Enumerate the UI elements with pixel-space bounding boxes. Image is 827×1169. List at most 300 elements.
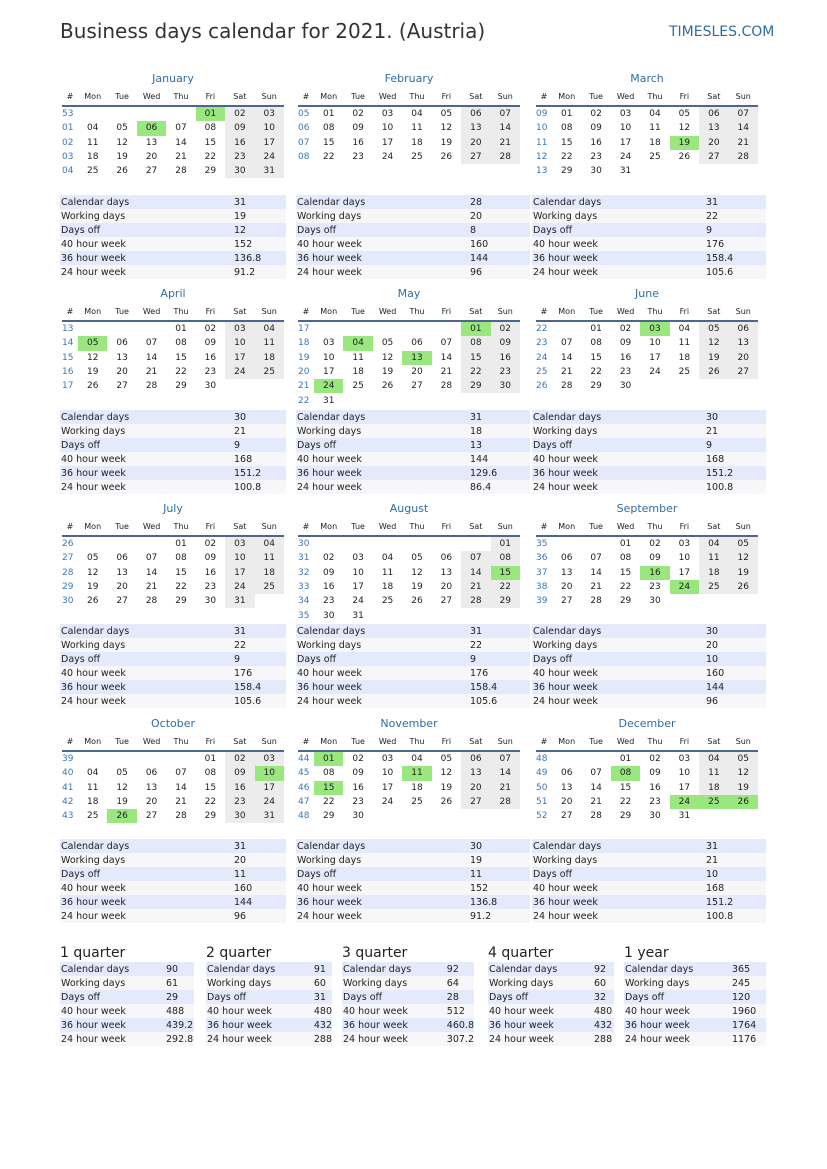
stat-label: 24 hour week: [296, 480, 469, 494]
weekday-header: #: [536, 88, 552, 106]
quarter-title: 3 quarter: [342, 945, 408, 961]
stats-row: [60, 265, 286, 279]
day-cell: 22: [204, 797, 217, 808]
week-number: 45: [298, 768, 310, 779]
stat-value: 151.2: [705, 895, 766, 909]
day-cell: 10: [678, 768, 691, 779]
week-row: [62, 594, 284, 608]
quarter-title: 4 quarter: [488, 945, 554, 961]
day-cell: 17: [678, 567, 691, 578]
weekday-header: Sat: [699, 88, 728, 106]
weekday-header: Tue: [581, 518, 610, 536]
day-cell: 26: [729, 795, 758, 809]
week-row: [536, 566, 758, 580]
month-stats-march: [532, 195, 766, 279]
day-cell: 31: [352, 610, 364, 621]
month-december: [536, 717, 758, 823]
stats-row: [60, 223, 286, 237]
stat-label: Days off: [60, 652, 233, 666]
weekday-header: Mon: [552, 518, 581, 536]
day-cell: 27: [116, 381, 128, 392]
day-cell: 29: [204, 811, 217, 822]
day-cell: 23: [204, 367, 217, 378]
stat-value: 100.8: [705, 909, 766, 923]
stats-row: [532, 209, 766, 223]
week-row: [62, 136, 284, 150]
day-cell: 30: [491, 379, 520, 393]
day-cell: 04: [343, 336, 372, 350]
stats-row: [342, 962, 474, 976]
stat-label: 36 hour week: [624, 1018, 731, 1032]
day-cell: 07: [491, 106, 520, 121]
day-cell: [461, 608, 490, 622]
stats-row: [532, 895, 766, 909]
day-cell: 02: [204, 539, 217, 550]
week-number: 28: [62, 567, 74, 578]
stat-value: 129.6: [469, 466, 530, 480]
weekday-header: #: [298, 733, 314, 751]
day-cell: 03: [225, 536, 254, 551]
day-cell: 15: [322, 137, 335, 148]
week-number: 39: [62, 754, 74, 765]
stats-row: [60, 680, 286, 694]
stat-label: 24 hour week: [296, 694, 469, 708]
week-number: 22: [298, 395, 310, 406]
day-cell: 11: [411, 123, 423, 134]
day-cell: 24: [255, 150, 284, 164]
stat-label: Calendar days: [532, 410, 705, 424]
stat-value: 1764: [731, 1018, 766, 1032]
day-cell: 15: [590, 352, 602, 363]
stat-label: 24 hour week: [532, 480, 705, 494]
weekday-header: Wed: [373, 88, 402, 106]
day-cell: 08: [322, 123, 335, 134]
day-cell: 12: [411, 567, 423, 578]
stat-label: 24 hour week: [60, 265, 233, 279]
day-cell: 06: [440, 553, 453, 564]
stats-row: [532, 195, 766, 209]
day-cell: 02: [322, 553, 335, 564]
stats-row: [488, 990, 614, 1004]
day-cell: 10: [381, 768, 394, 779]
day-cell: [166, 751, 195, 766]
stat-label: Working days: [296, 209, 469, 223]
week-row: [62, 536, 284, 551]
month-stats-july: [60, 624, 286, 708]
stats-row: [296, 410, 530, 424]
month-calendar-table: [298, 518, 520, 623]
weekday-header: Tue: [343, 518, 372, 536]
stat-label: 24 hour week: [296, 909, 469, 923]
stat-value: 96: [233, 909, 286, 923]
day-cell: 28: [560, 381, 573, 392]
stats-row: [206, 976, 332, 990]
month-name: January: [152, 72, 194, 85]
week-row: [298, 121, 520, 135]
stat-value: 20: [705, 638, 766, 652]
day-cell: 24: [649, 367, 661, 378]
stats-row: [60, 438, 286, 452]
week-row: [298, 751, 520, 766]
day-cell: 07: [729, 106, 758, 121]
day-cell: 27: [729, 365, 758, 379]
day-cell: 07: [175, 123, 187, 134]
day-cell: 28: [440, 381, 453, 392]
weekday-header: Sun: [491, 303, 520, 321]
day-cell: 17: [255, 781, 284, 795]
day-cell: 31: [255, 164, 284, 178]
stat-value: 11: [469, 867, 530, 881]
stat-label: Days off: [532, 867, 705, 881]
stat-label: 40 hour week: [60, 452, 233, 466]
day-cell: 31: [225, 594, 254, 608]
stat-label: 36 hour week: [488, 1018, 593, 1032]
stats-row: [206, 1018, 332, 1032]
week-row: [62, 751, 284, 766]
day-cell: 29: [560, 166, 573, 177]
stats-row: [532, 652, 766, 666]
week-number: 42: [62, 797, 74, 808]
weekday-header: Wed: [137, 518, 166, 536]
day-cell: 19: [381, 367, 394, 378]
day-cell: 29: [619, 596, 632, 607]
day-cell: 09: [204, 338, 217, 349]
stat-value: 158.4: [469, 680, 530, 694]
quarter-summary: [624, 945, 766, 1046]
stat-value: 31: [233, 195, 286, 209]
week-number: 23: [536, 338, 548, 349]
stat-label: Days off: [296, 867, 469, 881]
day-cell: 17: [381, 782, 394, 793]
day-cell: 18: [255, 351, 284, 365]
quarter-stats-table: [624, 962, 766, 1046]
stats-row: [206, 990, 332, 1004]
stat-value: 96: [469, 265, 530, 279]
stat-label: Calendar days: [532, 624, 705, 638]
day-cell: 20: [145, 152, 158, 163]
weekday-header: Sat: [699, 518, 728, 536]
stat-value: 460.8: [446, 1019, 474, 1031]
day-cell: 06: [560, 768, 573, 779]
day-cell: 07: [491, 751, 520, 766]
day-cell: 29: [461, 379, 490, 393]
weekday-header: Sat: [225, 303, 254, 321]
week-number: 04: [62, 166, 74, 177]
day-cell: 06: [461, 751, 490, 766]
stats-row: [342, 1004, 474, 1018]
stat-value: 432: [594, 1019, 613, 1031]
day-cell: 20: [560, 797, 573, 808]
stats-row: [60, 209, 286, 223]
stat-label: 24 hour week: [532, 694, 705, 708]
week-number: 33: [298, 582, 310, 593]
quarter-stats-table: [488, 962, 614, 1046]
weekday-header: Wed: [373, 303, 402, 321]
day-cell: [699, 594, 728, 608]
day-cell: [670, 594, 699, 608]
day-cell: 29: [590, 381, 602, 392]
day-cell: 23: [225, 795, 254, 809]
day-cell: 22: [590, 367, 602, 378]
day-cell: 03: [619, 109, 632, 120]
stat-label: 36 hour week: [296, 251, 469, 265]
day-cell: 10: [381, 123, 394, 134]
stats-row: [60, 424, 286, 438]
week-number: 11: [536, 137, 548, 148]
week-number: 43: [62, 811, 74, 822]
stat-value: 31: [705, 839, 766, 853]
weekday-header: #: [62, 303, 78, 321]
quarter-stats-table: [206, 962, 332, 1046]
day-cell: 22: [560, 152, 573, 163]
day-cell: 01: [175, 324, 187, 335]
week-row: [536, 781, 758, 795]
stat-label: 40 hour week: [342, 1004, 446, 1018]
stats-row: [60, 895, 286, 909]
day-cell: 07: [440, 338, 453, 349]
stat-label: 36 hour week: [532, 680, 705, 694]
day-cell: 09: [322, 567, 335, 578]
day-cell: 25: [411, 797, 423, 808]
stat-label: Working days: [296, 853, 469, 867]
page-title: Business days calendar for 2021. (Austria): [60, 19, 486, 43]
day-cell: 23: [649, 582, 661, 593]
day-cell: 03: [322, 338, 335, 349]
weekday-header-row: [536, 303, 758, 321]
day-cell: 17: [381, 137, 394, 148]
day-cell: 23: [204, 582, 217, 593]
day-cell: 09: [649, 768, 661, 779]
weekday-header: Fri: [196, 733, 225, 751]
stat-value: 92: [446, 962, 474, 976]
week-row: [62, 336, 284, 350]
weekday-header: #: [62, 733, 78, 751]
day-cell: 02: [649, 539, 661, 550]
weekday-header-row: [298, 88, 520, 106]
weekday-header-row: [298, 733, 520, 751]
day-cell: 07: [560, 338, 573, 349]
week-number: 35: [298, 610, 310, 621]
stat-value: 168: [233, 452, 286, 466]
day-cell: 19: [116, 797, 128, 808]
day-cell: 29: [175, 596, 187, 607]
day-cell: 02: [225, 751, 254, 766]
day-cell: 09: [590, 123, 602, 134]
stats-row: [296, 265, 530, 279]
day-cell: 05: [440, 109, 453, 120]
stat-label: Working days: [60, 853, 233, 867]
stat-value: 176: [705, 237, 766, 251]
day-cell: 28: [145, 596, 158, 607]
week-row: [62, 351, 284, 365]
stats-row: [488, 1032, 614, 1046]
day-cell: 05: [86, 553, 99, 564]
day-cell: 17: [225, 351, 254, 365]
week-number: 17: [62, 381, 74, 392]
day-cell: 01: [619, 754, 632, 765]
day-cell: 22: [619, 582, 632, 593]
weekday-header: Wed: [611, 88, 640, 106]
weekday-header: Wed: [373, 733, 402, 751]
month-june: [536, 287, 758, 393]
stat-value: 9: [469, 652, 530, 666]
stat-value: 60: [313, 976, 332, 990]
week-row: [536, 106, 758, 121]
day-cell: 21: [145, 367, 158, 378]
stat-label: Calendar days: [342, 962, 446, 976]
day-cell: 12: [729, 551, 758, 565]
day-cell: 18: [649, 137, 661, 148]
stat-value: 91: [313, 962, 332, 976]
stat-label: 24 hour week: [488, 1032, 593, 1046]
day-cell: 08: [461, 336, 490, 350]
day-cell: 16: [491, 351, 520, 365]
weekday-header: #: [536, 303, 552, 321]
week-row: [62, 150, 284, 164]
stat-label: 24 hour week: [532, 909, 705, 923]
stat-label: 40 hour week: [624, 1004, 731, 1018]
day-cell: 25: [255, 365, 284, 379]
month-calendar-table: [298, 88, 520, 164]
day-cell: 07: [175, 768, 187, 779]
day-cell: 30: [619, 381, 632, 392]
month-name: August: [389, 502, 429, 515]
stat-label: Days off: [488, 990, 593, 1004]
month-stats-june: [532, 410, 766, 494]
week-row: [298, 379, 520, 393]
month-stats-january: [60, 195, 286, 279]
stat-value: 30: [469, 839, 530, 853]
week-number: 29: [62, 582, 74, 593]
day-cell: [137, 106, 166, 121]
stats-row: [296, 223, 530, 237]
stat-value: 152: [233, 237, 286, 251]
stats-row: [624, 990, 766, 1004]
day-cell: 09: [225, 121, 254, 135]
stat-label: 36 hour week: [296, 895, 469, 909]
day-cell: 29: [619, 811, 632, 822]
day-cell: 30: [352, 811, 364, 822]
day-cell: 01: [619, 539, 632, 550]
week-number: 05: [298, 109, 310, 120]
day-cell: 15: [314, 781, 343, 795]
stats-row: [60, 881, 286, 895]
stat-value: 91.2: [233, 265, 286, 279]
quarter-title: 2 quarter: [206, 945, 272, 961]
stats-row: [624, 976, 766, 990]
stat-value: 152: [469, 881, 530, 895]
day-cell: 10: [225, 551, 254, 565]
day-cell: 10: [352, 567, 364, 578]
week-row: [298, 136, 520, 150]
weekday-header: Fri: [670, 518, 699, 536]
stats-row: [624, 962, 766, 976]
day-cell: 19: [86, 582, 99, 593]
stat-label: 24 hour week: [60, 480, 233, 494]
day-cell: 22: [175, 367, 187, 378]
weekday-header: Sun: [729, 733, 758, 751]
week-number: 31: [298, 553, 310, 564]
month-stats-december: [532, 839, 766, 923]
week-number: 20: [298, 367, 310, 378]
day-cell: [107, 321, 136, 336]
week-number: 03: [62, 152, 74, 163]
day-cell: 21: [175, 797, 187, 808]
stat-label: Calendar days: [60, 410, 233, 424]
stats-row: [60, 962, 194, 976]
stat-label: Working days: [60, 976, 165, 990]
week-number: 30: [298, 539, 310, 550]
weekday-header: Sun: [255, 518, 284, 536]
day-cell: 21: [590, 582, 602, 593]
stats-row: [60, 410, 286, 424]
stats-row: [532, 424, 766, 438]
stats-row: [532, 867, 766, 881]
day-cell: 06: [729, 321, 758, 336]
month-september: [536, 502, 758, 608]
stat-value: 105.6: [705, 265, 766, 279]
weekday-header: Wed: [137, 733, 166, 751]
stat-value: 21: [705, 424, 766, 438]
stats-row: [488, 1004, 614, 1018]
day-cell: 22: [322, 152, 335, 163]
weekday-header: Thu: [166, 88, 195, 106]
stat-value: 160: [469, 237, 530, 251]
stats-row: [532, 666, 766, 680]
stats-row: [60, 1004, 194, 1018]
day-cell: 03: [640, 321, 669, 336]
week-number: 14: [62, 338, 74, 349]
day-cell: [552, 321, 581, 336]
day-cell: 01: [461, 321, 490, 336]
month-name: April: [160, 287, 186, 300]
week-row: [298, 351, 520, 365]
stat-label: 24 hour week: [60, 694, 233, 708]
stat-value: 28: [446, 990, 474, 1004]
site-link[interactable]: TIMESLES.COM: [669, 24, 775, 40]
day-cell: 09: [619, 338, 632, 349]
day-cell: 08: [560, 123, 573, 134]
month-name: October: [150, 717, 196, 730]
stat-value: 32: [593, 990, 614, 1004]
week-number: 32: [298, 567, 310, 578]
stat-label: Calendar days: [60, 839, 233, 853]
weekday-header-row: [536, 518, 758, 536]
week-number: 01: [62, 123, 74, 134]
week-number: 22: [536, 324, 548, 335]
stat-label: Days off: [60, 867, 233, 881]
week-row: [62, 809, 284, 823]
day-cell: 17: [255, 136, 284, 150]
week-row: [298, 536, 520, 551]
day-cell: [255, 379, 284, 393]
day-cell: 01: [314, 751, 343, 766]
stats-row: [532, 853, 766, 867]
day-cell: [343, 393, 372, 407]
day-cell: 11: [86, 137, 99, 148]
weekday-header: Tue: [581, 733, 610, 751]
day-cell: 08: [491, 551, 520, 565]
day-cell: 14: [440, 352, 453, 363]
stats-row: [296, 195, 530, 209]
day-cell: 10: [225, 336, 254, 350]
day-cell: [255, 594, 284, 608]
day-cell: 18: [699, 781, 728, 795]
week-row: [298, 150, 520, 164]
weekday-header: #: [62, 518, 78, 536]
stat-value: 288: [313, 1033, 332, 1045]
day-cell: 24: [381, 152, 394, 163]
